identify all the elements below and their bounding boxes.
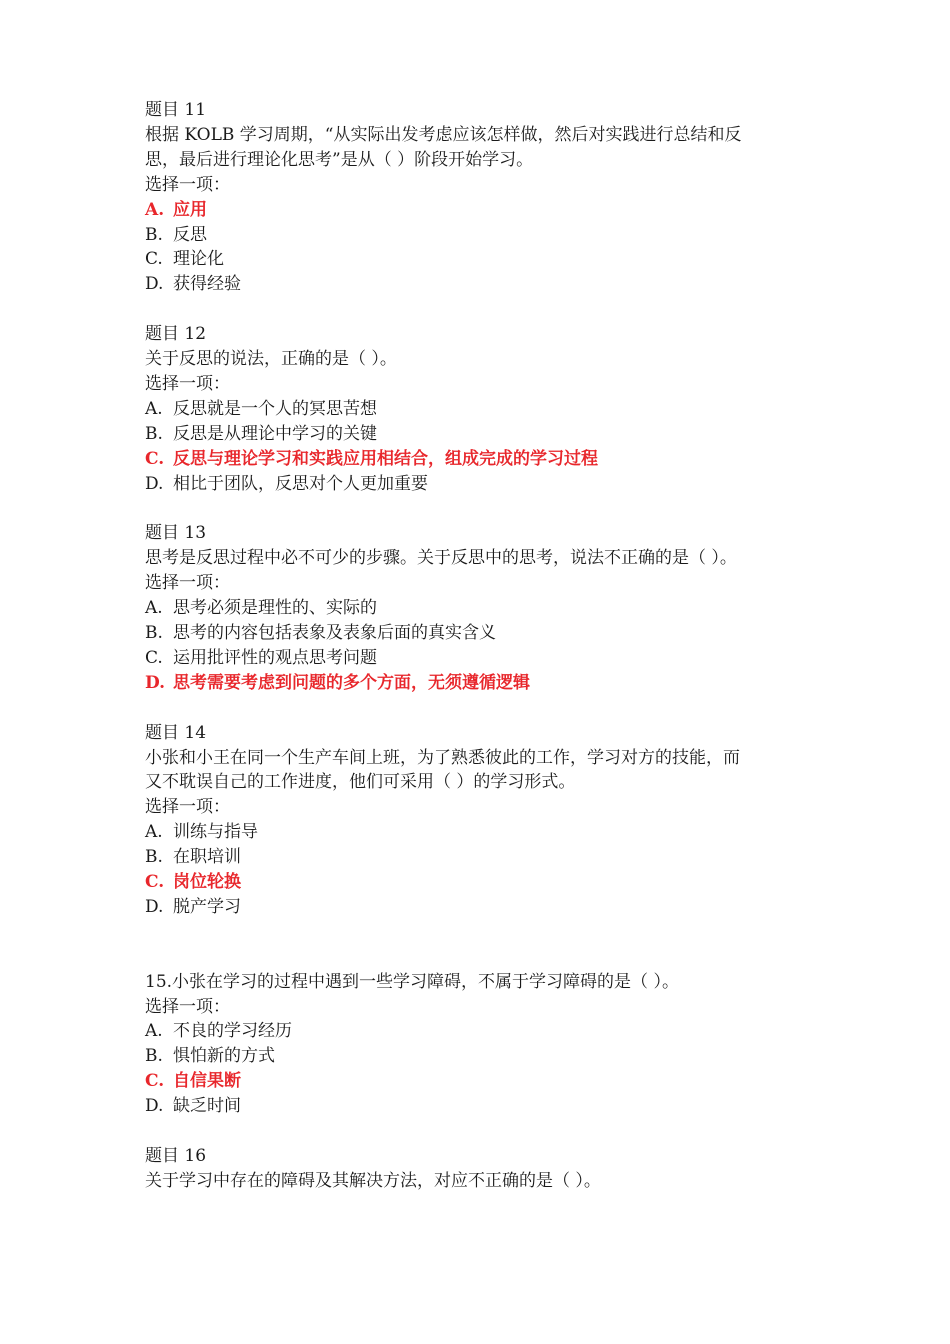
question-13 [145,521,815,695]
option-letter: B. [145,224,163,245]
option-letter: A. [145,199,165,220]
question-stem-line: 关于反思的说法，正确的是（ ）。 [145,349,397,370]
question-stem-line: 15.小张在学习的过程中遇到一些学习障碍，不属于学习障碍的是（ ）。 [145,971,679,992]
option-d [145,272,815,297]
option-letter: C. [145,249,163,270]
option-a [145,596,815,621]
option-text: 自信果断 [173,1071,241,1092]
option-text: 获得经验 [173,274,241,295]
option-text: 应用 [173,199,207,220]
choose-one-prompt: 选择一项： [145,174,230,195]
question-stem-line: 关于学习中存在的障碍及其解决方法，对应不正确的是（ ）。 [145,1170,601,1191]
option-letter: A. [145,1021,163,1042]
option-letter: B. [145,1046,163,1067]
option-text: 反思 [173,224,207,245]
option-letter: A. [145,822,163,843]
option-text: 脱产学习 [173,896,241,917]
question-stem-line: 思，最后进行理论化思考”是从（ ）阶段开始学习。 [145,149,534,170]
option-a [145,1019,815,1044]
question-14 [145,721,815,920]
option-d [145,1094,815,1119]
option-c-correct [145,447,815,472]
option-letter: A. [145,398,163,419]
option-a [145,820,815,845]
question-stem-line: 小张和小王在同一个生产车间上班，为了熟悉彼此的工作，学习对方的技能，而 [145,747,740,768]
option-d [145,895,815,920]
question-stem-line: 又不耽误自己的工作进度，他们可采用（ ）的学习形式。 [145,772,576,793]
option-letter: B. [145,423,163,444]
question-title: 题目 14 [145,722,207,743]
choose-one-prompt: 选择一项： [145,797,230,818]
option-letter: C. [145,872,165,893]
option-a-correct [145,198,815,223]
choose-one-prompt: 选择一项： [145,996,230,1017]
option-letter: D. [145,1096,164,1117]
option-letter: B. [145,623,163,643]
option-d-correct [145,671,815,696]
question-12 [145,322,815,496]
option-letter: D. [145,672,166,693]
option-text: 反思就是一个人的冥思苦想 [173,398,377,419]
option-letter: B. [145,847,163,868]
option-b [145,845,815,870]
option-c-correct [145,870,815,895]
option-text: 反思与理论学习和实践应用相结合，组成完成的学习过程 [173,448,598,469]
option-d [145,472,815,497]
option-text: 运用批评性的观点思考问题 [173,647,377,668]
option-b [145,621,815,646]
option-text: 反思是从理论中学习的关键 [173,423,377,444]
option-text: 思考需要考虑到问题的多个方面，无须遵循逻辑 [173,672,530,693]
option-text: 思考必须是理性的、实际的 [173,598,377,619]
option-text: 岗位轮换 [173,872,241,893]
question-title: 题目 11 [145,100,207,120]
question-stem-line: 根据 KOLB 学习周期，“从实际出发考虑应该怎样做，然后对实践进行总结和反 [145,124,742,145]
option-text: 思考的内容包括表象及表象后面的真实含义 [173,623,496,643]
option-letter: D. [145,473,164,494]
option-letter: C. [145,647,163,668]
choose-one-prompt: 选择一项： [145,373,230,394]
option-c [145,247,815,272]
choose-one-prompt: 选择一项： [145,573,230,594]
question-16 [145,1144,815,1194]
option-text: 相比于团队，反思对个人更加重要 [173,473,428,494]
option-a [145,397,815,422]
question-title: 题目 16 [145,1145,207,1166]
option-b [145,1044,815,1069]
option-text: 缺乏时间 [173,1096,241,1117]
option-text: 理论化 [173,249,224,270]
option-letter: D. [145,896,164,917]
question-15 [145,970,815,1119]
option-letter: A. [145,598,163,619]
option-b [145,422,815,447]
option-text: 训练与指导 [173,822,258,843]
question-title: 题目 13 [145,523,207,544]
option-text: 不良的学习经历 [173,1021,292,1042]
question-title: 题目 12 [145,324,207,345]
document-page [145,98,815,1219]
question-stem-line: 思考是反思过程中必不可少的步骤。关于反思中的思考，说法不正确的是（ ）。 [145,548,737,569]
option-letter: C. [145,1071,165,1092]
option-text: 在职培训 [173,847,241,868]
option-b [145,223,815,248]
option-letter: C. [145,448,165,469]
option-letter: D. [145,274,164,295]
option-text: 惧怕新的方式 [173,1046,275,1067]
option-c-correct [145,1069,815,1094]
question-11 [145,98,815,297]
option-c [145,646,815,671]
